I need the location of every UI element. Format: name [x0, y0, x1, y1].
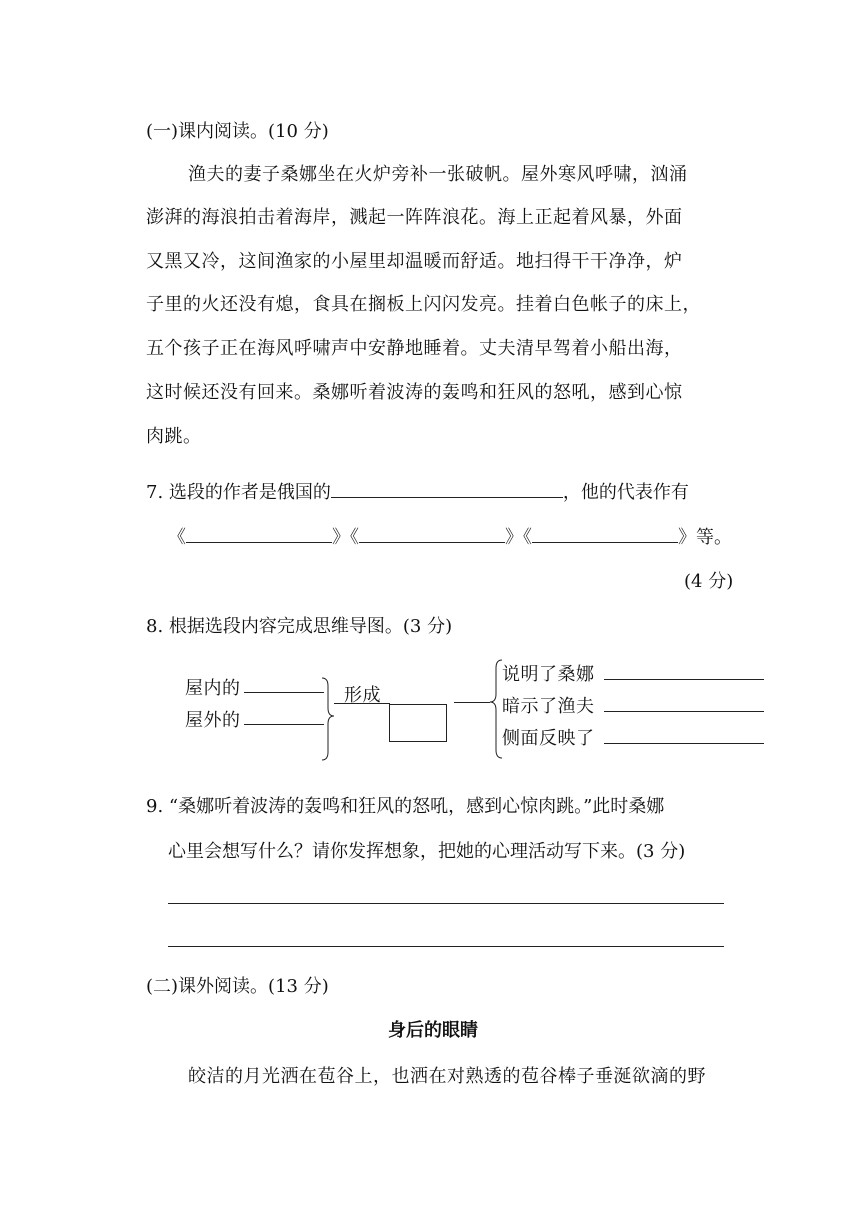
- q7-score: (4 分): [684, 571, 734, 592]
- passage-line: 渔夫的妻子桑娜坐在火炉旁补一张破帆。屋外寒风呼啸，汹涌: [188, 164, 688, 185]
- mind-map-connector-left: [334, 703, 390, 704]
- q7-stem-end: ，他的代表作有: [562, 482, 689, 503]
- mind-map-answer-box[interactable]: [389, 704, 447, 742]
- mind-map-right-blank-2[interactable]: [604, 711, 764, 712]
- q9-answer-line-2[interactable]: [168, 946, 724, 947]
- mind-map-form-label: 形成: [344, 685, 381, 706]
- q7-open-1: 《: [168, 527, 186, 548]
- article-first-line: 皎洁的月光洒在苞谷上，也洒在对熟透的苞谷棒子垂涎欲滴的野: [188, 1066, 706, 1087]
- mind-map-indoor-label: 屋内的: [185, 678, 241, 699]
- passage-line: 又黑又冷，这间渔家的小屋里却温暖而舒适。地扫得干干净净，炉: [146, 251, 683, 272]
- q8-stem: 8. 根据选段内容完成思维导图。(3 分): [146, 616, 453, 637]
- passage-line: 澎湃的海浪拍击着海岸，溅起一阵阵浪花。海上正起着风暴，外面: [146, 207, 683, 228]
- passage-line: 肉跳。: [146, 426, 202, 447]
- mind-map-connector-right: [454, 702, 490, 703]
- article-title: 身后的眼睛: [388, 1020, 478, 1041]
- q9-line1: 9. “桑娜听着波涛的轰鸣和狂风的怒吼，感到心惊肉跳。”此时桑娜: [146, 796, 665, 817]
- passage-line: 五个孩子正在海风呼啸声中安静地睡着。丈夫清早驾着小船出海，: [146, 338, 683, 359]
- passage-line: 子里的火还没有熄，食具在搁板上闪闪发亮。挂着白色帐子的床上，: [146, 294, 701, 315]
- mind-map-right-blank-1[interactable]: [604, 679, 764, 680]
- passage-line: 这时候还没有回来。桑娜听着波涛的轰鸣和狂风的怒吼，感到心惊: [146, 382, 683, 403]
- mind-map-right-label-2: 暗示了渔夫: [502, 696, 595, 717]
- mind-map-right-label-1: 说明了桑娜: [502, 664, 595, 685]
- mind-map-outdoor-label: 屋外的: [185, 710, 241, 731]
- q7-close-2: 》: [505, 527, 523, 548]
- q7-stem: 7. 选段的作者是俄国的: [146, 482, 331, 503]
- q7-close-3: 》: [678, 527, 696, 548]
- q7-open-2: 《: [350, 527, 359, 548]
- section2-heading: (二)课外阅读。(13 分): [146, 976, 329, 997]
- q7-end: 等。: [696, 527, 732, 548]
- q9-line2: 心里会想写什么？请你发挥想象，把她的心理活动写下来。(3 分): [168, 841, 686, 862]
- q7-close-1: 》: [332, 527, 350, 548]
- q7-open-3: 《: [523, 527, 532, 548]
- mind-map-right-blank-3[interactable]: [604, 743, 764, 744]
- section1-heading: (一)课内阅读。(10 分): [146, 121, 329, 142]
- mind-map-right-label-3: 侧面反映了: [502, 728, 595, 749]
- q9-answer-line-1[interactable]: [168, 903, 724, 904]
